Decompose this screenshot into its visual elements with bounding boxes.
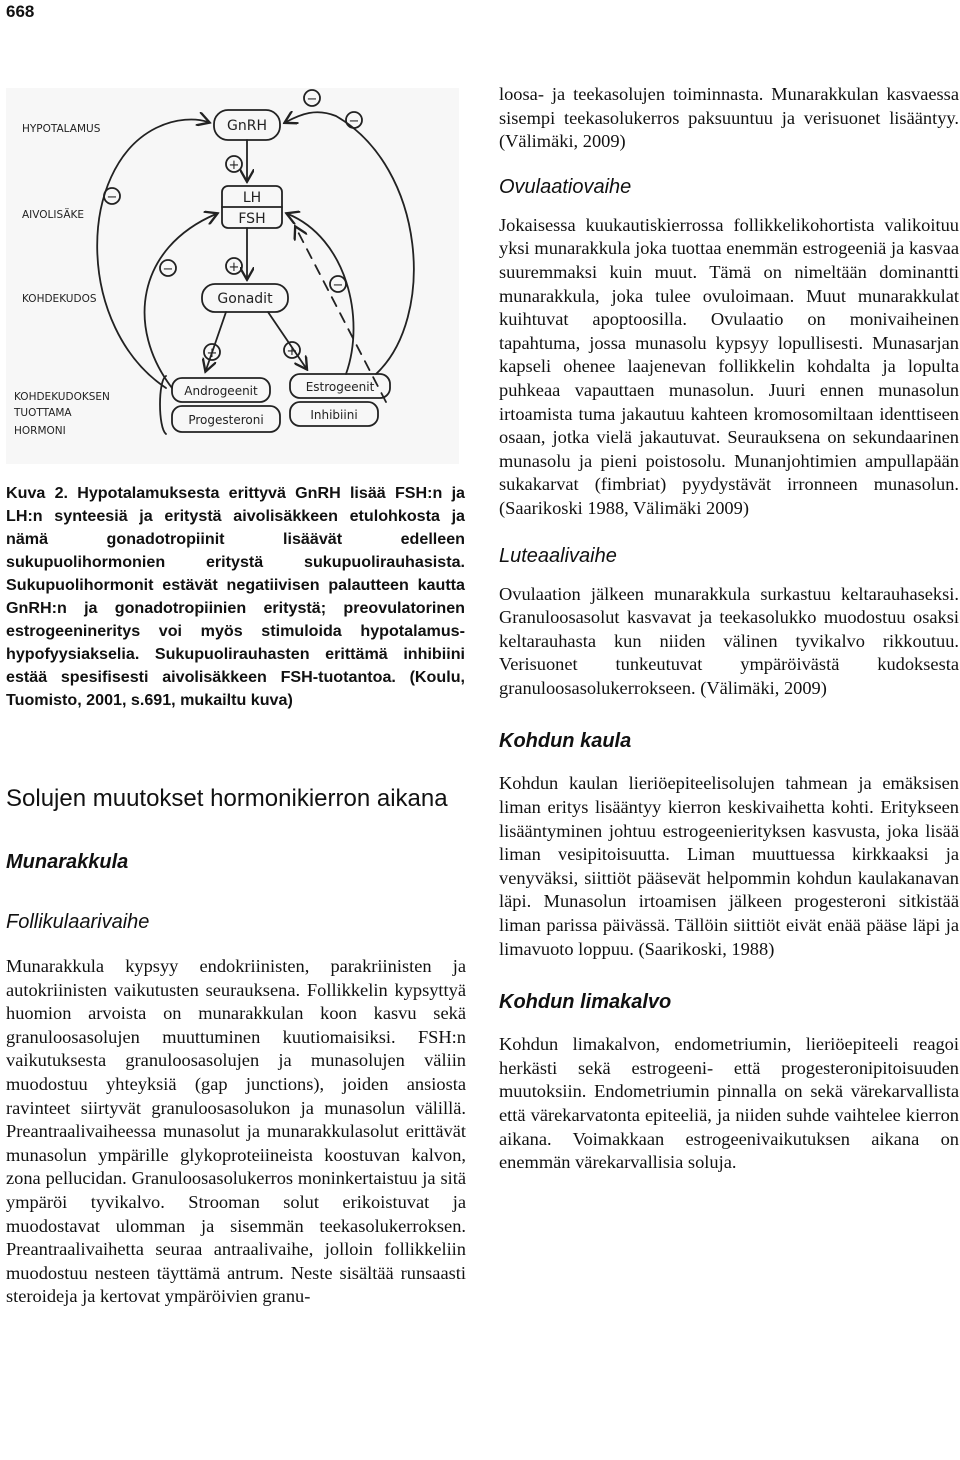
plus-sign: + [286,344,298,359]
label-aivolisake: AIVOLISÄKE [22,209,85,221]
page-number: 668 [6,2,35,21]
label-kohdekudos: KOHDEKUDOS [22,293,97,305]
ovulaatiovaihe-text: Jokaisessa kuukautiskierrossa follikkelikohortista valikoituu yksi munarakkula joka tuottaa enemmän estrogeeniä ja kasvaa suuremmaksi kuin muut. Tämä on nimeltään dominantti munarakkula, joka tulee ovuloimaan. Muut munarakkulat kuihtuvat apoptoosilla. Ovulaatio on monivaiheinen tapahtuma, jossa munasolu kypsyy lopullisesti. Munasarjan kapseli ohenee laajenevan follikkelin kohdalta ja lopulta puhkeaa vapauttaen munasolun. Juuri ennen munasolun irtoamista tuma jakautuu kahteen kromosomiltaan identtiseen osaan, jotka vielä jakautuvat. Seurauksena on sekundaarinen munasolu ja pieni poistosolu. Munanjohtimien ampullapään sukakarvat (fimbriat) pyydystävät irronneen munasolun. (Saarikoski 1988, Välimäki 2009) [499,214,959,518]
kohdun-kaula-text: Kohdun kaulan lieriöepiteelisolujen tahmean ja emäksisen liman eritys lisääntyy kierron keskivaihetta kohti. Eritykseen lisääntyminen johtuu estrogeenierityksen kasvusta, joka lisää liman vesipitoisuutta. Liman muuttuessa kirkkaaksi ja venyväksi, siittiöt pääsevät helpommin kohdun kaulakanavan läpi. Munasolun irtoamisen jälkeen progesteroni sitkistää liman parissa päivässä. Tällöin siittiöt eivät enää pääse läpi ja limavuoto loppuu. (Saarikoski, 1988) [499,773,959,959]
label-kohdekudoksen-2: TUOTTAMA [14,407,72,419]
kohdun-limakalvo-text: Kohdun limakalvon, endometriumin, lieriöepiteeli reagoi herkästi sekä estrogeeni- että progesteronipitoisuuden muutoksiin. Endometriumin pinnalla on sekä värekarvallista että värekarvatonta epiteeliä, ja niiden suhde vaihtelee kierron aikana. Voimakkaan estrogeenivaikutuksen aikana on enemmän värekarvallisia soluja. [499,1034,959,1173]
continuation-text: loosa- ja teekasolujen toiminnasta. Munarakkulan kasvaessa sisempi teekasolukerros paksuuntuu ja verisuonet lisääntyy. (Välimäki, 2009) [499,84,959,152]
section-title: Solujen muutokset hormonikierron aikana [6,785,448,812]
label-estrogeenit: Estrogeenit [305,380,375,394]
left-column [6,782,466,1309]
plus-sign: + [228,260,240,275]
label-fsh: FSH [238,211,266,227]
label-kohdekudoksen-3: HORMONI [14,425,66,437]
figure-caption: Kuva 2. Hypotalamuksesta erittyvä GnRH lisää FSH:n ja LH:n synteesiä ja eritystä aivolisäkkeen etulohkosta ja nämä gonadotropiinit lisäävät edelleen sukupuolihormonien eritystä sukupuolirauhasista. Sukupuolihormonit estävät negatiivisen palautteen kautta GnRH:n ja gonadotropiinien eritystä; preovulatorinen estrogeenineritys voi myös stimuloida hypotalamus-hypofyysiakselia. Sukupuolirauhasten erittämä inhibiini estää spesifisesti aivolisäkkeen FSH-tuotantoa. (Koulu, Tuomisto, 2001, s.691, mukailtu kuva) [6,484,465,709]
label-lh: LH [242,190,262,206]
plus-sign: + [206,346,218,361]
heading-ovulaatiovaihe: Ovulaatiovaihe [499,175,632,198]
hormone-feedback-diagram [6,88,459,464]
heading-kohdun-limakalvo: Kohdun limakalvo [499,991,672,1014]
label-gonadit: Gonadit [217,291,273,307]
minus-sign: − [106,190,118,205]
heading-follikulaarivaihe: Follikulaarivaihe [6,911,150,933]
minus-sign: − [332,278,344,293]
label-androgeenit: Androgeenit [184,384,258,398]
label-progesteroni: Progesteroni [188,413,264,427]
minus-sign: − [348,114,360,129]
follikulaarivaihe-text: Munarakkula kypsyy endokriinisten, parakriinisten ja autokriinisten vaikutusten seurauksena. Follikkelin kypsyttyä huomion arvoista on munarakkulan koon kasvu sekä granuloosasolujen muuttuminen kuutiomaisiksi. FSH:n vaikutuksesta granuloosasolujen ja munasolujen väliin muodostuu yhteyksiä (gap junctions), joiden ansiosta ravinteet siirtyvät granuloosasolukon ja munasolun välillä. Preantraalivaiheessa munasolut ja munarakkulasolut erittävät munasolun ympärille glykoproteiineista koostuvan kalvon, zona pellucidan. Granuloosasolukerros moninkertaistuu ja sitä ympäröi tyvikalvo. Strooman solut erikoistuvat ja muodostavat ulomman ja sisemmän teekasolukerroksen. Preantraalivaihetta seuraa antraalivaihe, jolloin follikkeliin muodostuu nesteen täyttämä antrum. Neste sisältää runsaasti steroideja ja kertovat ympäröivien granu- [6,956,466,1307]
heading-luteaalivaihe: Luteaalivaihe [499,544,617,567]
plus-sign: + [228,158,240,173]
heading-kohdun-kaula: Kohdun kaula [499,730,632,753]
label-hypotalamus: HYPOTALAMUS [22,123,101,135]
label-kohdekudoksen-1: KOHDEKUDOKSEN [14,391,110,403]
right-column [499,83,959,1175]
label-gnrh: GnRH [227,118,267,134]
luteaalivaihe-text: Ovulaation jälkeen munarakkula surkastuu keltarauhaseksi. Granuloosasolut kasvavat ja teekasolukko muodostuu osaksi keltarauhasta kun niiden välinen tyvikalvo rikkoutuu. Verisuonet tunkeutuvat ympäröivästä kudoksesta granuloosasolukerrokseen. (Välimäki, 2009) [499,583,959,698]
heading-munarakkula: Munarakkula [6,851,129,873]
minus-sign: − [306,92,318,107]
minus-sign: − [162,262,174,277]
label-inhibiini: Inhibiini [310,408,358,422]
